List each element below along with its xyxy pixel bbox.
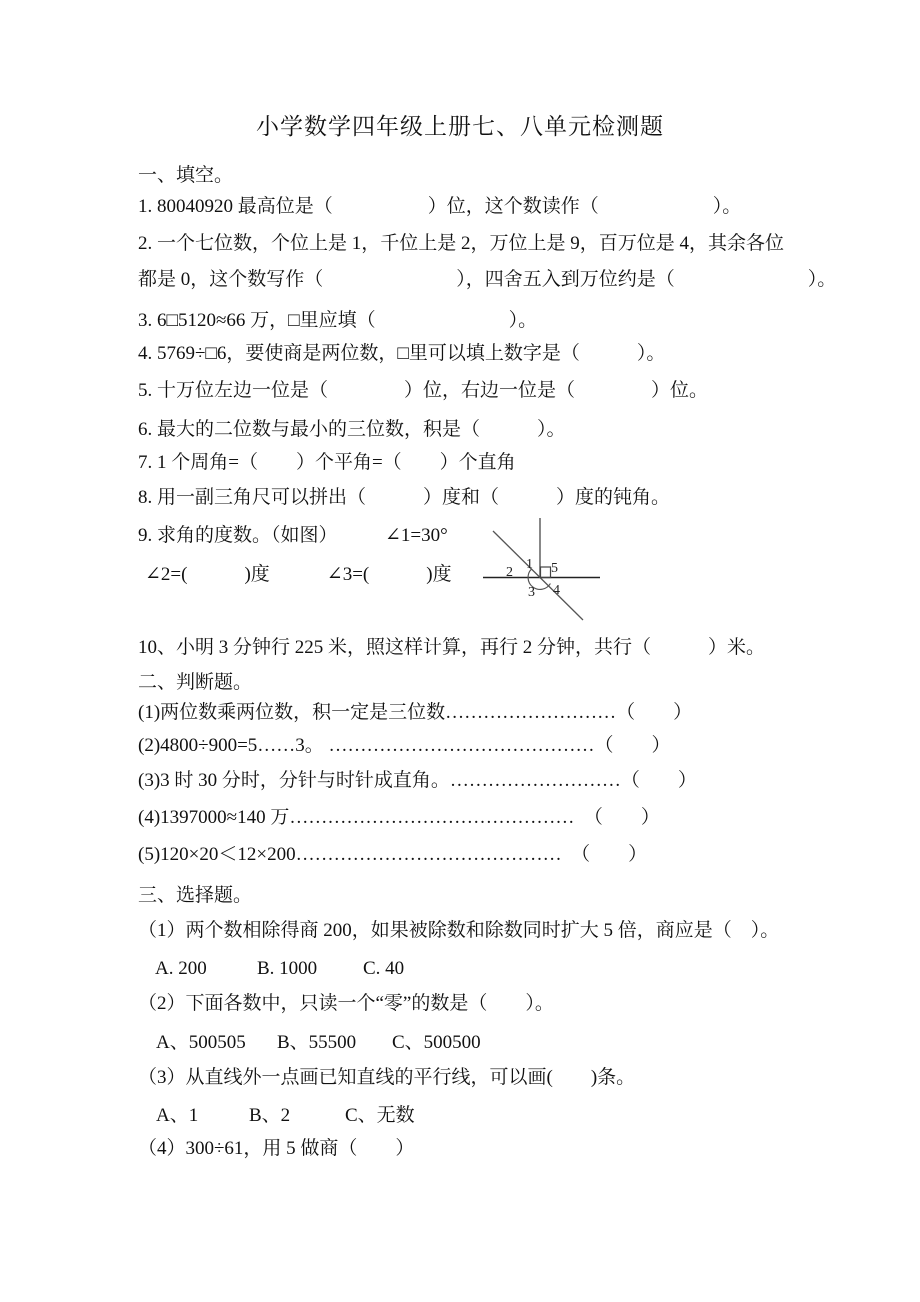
fill-q2-line2: 都是 0，这个数写作（ ），四舍五入到万位约是（ ）。 [138,269,837,290]
choice-q3-option-b: B、2 [249,1105,291,1126]
judge-q3: (3)3 时 30 分时，分针与时针成直角。………………………（ ） [138,770,697,791]
fill-q5: 5. 十万位左边一位是（ ）位，右边一位是（ ）位。 [138,380,709,401]
choice-q1-option-b: B. 1000 [257,958,318,979]
choice-q1-options [0,956,920,982]
judge-q4: (4)1397000≈140 万……………………………………… （ ） [138,807,660,828]
choice-q3: （3）从直线外一点画已知直线的平行线，可以画( )条。 [138,1067,636,1088]
fill-q7: 7. 1 个周角=（ ）个平角=（ ）个直角 [138,452,516,473]
angle-label-5: 5 [551,561,558,576]
fill-q4: 4. 5769÷□6，要使商是两位数，□里可以填上数字是（ ）。 [138,343,666,364]
angle-label-1: 1 [526,557,533,572]
judge-q2: (2)4800÷900=5……3。 ……………………………………（ ） [138,735,671,756]
fill-q6: 6. 最大的二位数与最小的三位数，积是（ ）。 [138,419,566,440]
page-title: 小学数学四年级上册七、八单元检测题 [256,114,664,139]
choice-q1: （1）两个数相除得商 200，如果被除数和除数同时扩大 5 倍，商应是（ ）。 [138,920,780,941]
choice-q3-options [0,1103,920,1129]
choice-q2-options [0,1030,920,1056]
angle-diagram-svg [450,500,660,635]
fill-q8: 8. 用一副三角尺可以拼出（ ）度和（ ）度的钝角。 [138,487,671,508]
section-judge-heading: 二、判断题。 [138,672,253,693]
choice-q1-option-a: A. 200 [155,958,207,979]
right-angle-mark [541,567,551,578]
choice-q3-option-a: A、1 [156,1105,199,1126]
choice-q2-option-c: C、500500 [392,1032,481,1053]
angle-label-4: 4 [553,583,560,598]
fill-q1: 1. 80040920 最高位是（ ）位，这个数读作（ ）。 [138,196,742,217]
fill-q3: 3. 6□5120≈66 万，□里应填（ ）。 [138,310,538,331]
choice-q4: （4）300÷61，用 5 做商（ ） [138,1138,415,1159]
fill-q9-line1: 9. 求角的度数。（如图） ∠1=30° [138,525,448,546]
judge-q1: (1)两位数乘两位数，积一定是三位数………………………（ ） [138,702,693,723]
choice-q2-option-b: B、55500 [277,1032,357,1053]
section-choice-heading: 三、选择题。 [138,885,253,906]
section-fill-heading: 一、填空。 [138,165,234,186]
choice-q2-option-a: A、500505 [156,1032,246,1053]
angle-label-3: 3 [528,585,535,600]
judge-q5: (5)120×20＜12×200…………………………………… （ ） [138,844,648,865]
fill-q9-line2: ∠2=( )度 ∠3=( )度 [145,564,452,585]
choice-q2: （2）下面各数中，只读一个“零”的数是（ ）。 [138,993,554,1014]
choice-q3-option-c: C、无数 [345,1105,415,1126]
choice-q1-option-c: C. 40 [363,958,405,979]
angle-label-2: 2 [506,565,513,580]
fill-q2-line1: 2. 一个七位数，个位上是 1，千位上是 2，万位上是 9，百万位是 4，其余各位 [138,233,785,254]
angle-diagram [450,500,660,635]
fill-q10: 10、小明 3 分钟行 225 米，照这样计算，再行 2 分钟，共行（ ）米。 [138,637,766,658]
